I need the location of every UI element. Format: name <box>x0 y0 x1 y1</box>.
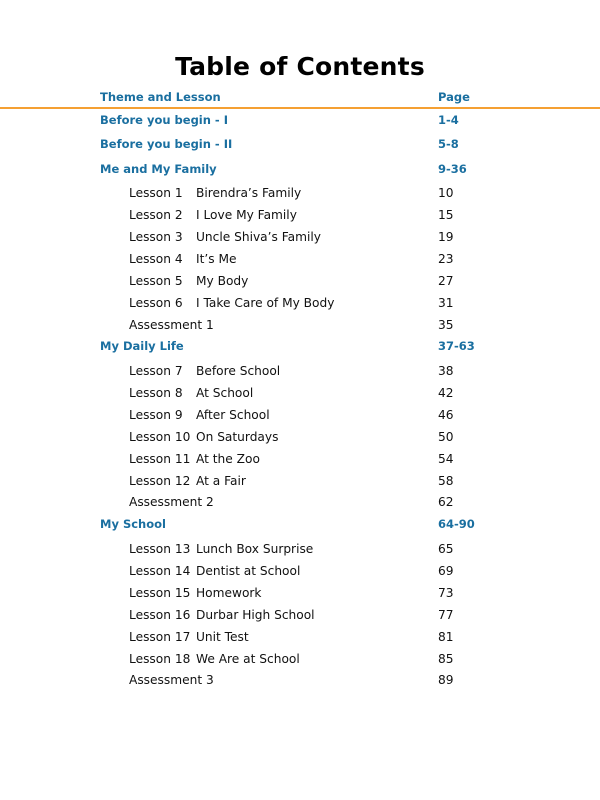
page-number: 46 <box>438 408 454 422</box>
assessment-label: Assessment 1 <box>129 318 214 332</box>
toc-lesson-row <box>0 227 600 247</box>
toc-lesson-row <box>0 205 600 225</box>
lesson-number: Lesson 18 <box>129 652 191 666</box>
lesson-name: On Saturdays <box>196 430 279 444</box>
lesson-name: Lunch Box Surprise <box>196 542 314 556</box>
lesson-number: Lesson 7 <box>129 364 183 378</box>
lesson-name: At School <box>196 386 254 400</box>
section-title: My Daily Life <box>100 339 184 353</box>
page-number: 62 <box>438 495 454 509</box>
lesson-number: Lesson 9 <box>129 408 183 422</box>
toc-lesson-row <box>0 539 600 559</box>
toc-lesson-row <box>0 183 600 203</box>
section-title: My School <box>100 517 166 531</box>
toc-lesson-row <box>0 561 600 581</box>
lesson-number: Lesson 2 <box>129 208 183 222</box>
toc-section-row <box>0 134 600 154</box>
page-number: 27 <box>438 274 454 288</box>
lesson-number: Lesson 17 <box>129 630 191 644</box>
page-number: 54 <box>438 452 454 466</box>
lesson-number: Lesson 13 <box>129 542 191 556</box>
page-number: 50 <box>438 430 454 444</box>
page-number: 58 <box>438 474 454 488</box>
page-number: 64-90 <box>438 517 475 531</box>
page-number: 10 <box>438 186 454 200</box>
header-theme-lesson: Theme and Lesson <box>100 90 221 104</box>
page-number: 19 <box>438 230 454 244</box>
toc-lesson-row <box>0 405 600 425</box>
lesson-name: I Take Care of My Body <box>196 296 335 310</box>
page-title: Table of Contents <box>175 52 425 81</box>
lesson-number: Lesson 8 <box>129 386 183 400</box>
lesson-number: Lesson 15 <box>129 586 191 600</box>
lesson-number: Lesson 4 <box>129 252 183 266</box>
toc-section-row <box>0 336 600 356</box>
lesson-number: Lesson 16 <box>129 608 191 622</box>
toc-lesson-row <box>0 471 600 491</box>
toc-section-row <box>0 514 600 534</box>
toc-lesson-row <box>0 449 600 469</box>
section-title: Before you begin - I <box>100 113 228 127</box>
lesson-number: Lesson 3 <box>129 230 183 244</box>
header-divider <box>0 107 600 109</box>
section-title: Before you begin - II <box>100 137 233 151</box>
toc-lesson-row <box>0 293 600 313</box>
lesson-number: Lesson 5 <box>129 274 183 288</box>
section-title: Me and My Family <box>100 162 217 176</box>
lesson-number: Lesson 11 <box>129 452 191 466</box>
page-number: 65 <box>438 542 454 556</box>
toc-lesson-row <box>0 271 600 291</box>
toc-lesson-row <box>0 649 600 669</box>
lesson-name: Dentist at School <box>196 564 301 578</box>
assessment-label: Assessment 2 <box>129 495 214 509</box>
page-number: 42 <box>438 386 454 400</box>
page-number: 38 <box>438 364 454 378</box>
assessment-label: Assessment 3 <box>129 673 214 687</box>
page-number: 37-63 <box>438 339 475 353</box>
page-number: 9-36 <box>438 162 467 176</box>
lesson-number: Lesson 12 <box>129 474 191 488</box>
lesson-number: Lesson 10 <box>129 430 191 444</box>
toc-lesson-row <box>0 383 600 403</box>
lesson-name: Durbar High School <box>196 608 315 622</box>
page-number: 77 <box>438 608 454 622</box>
lesson-number: Lesson 1 <box>129 186 183 200</box>
toc-lesson-row <box>0 583 600 603</box>
lesson-name: Homework <box>196 586 262 600</box>
header-page: Page <box>438 90 470 104</box>
lesson-number: Lesson 14 <box>129 564 191 578</box>
page-number: 73 <box>438 586 454 600</box>
page-number: 81 <box>438 630 454 644</box>
toc-assessment-row <box>0 670 600 690</box>
page-number: 15 <box>438 208 454 222</box>
page-number: 1-4 <box>438 113 459 127</box>
lesson-name: Uncle Shiva’s Family <box>196 230 321 244</box>
lesson-name: Before School <box>196 364 281 378</box>
toc-lesson-row <box>0 605 600 625</box>
lesson-name: At the Zoo <box>196 452 260 466</box>
toc-lesson-row <box>0 627 600 647</box>
page-number: 23 <box>438 252 454 266</box>
page-number: 89 <box>438 673 454 687</box>
lesson-name: My Body <box>196 274 249 288</box>
lesson-name: At a Fair <box>196 474 246 488</box>
toc-section-row <box>0 110 600 130</box>
toc-lesson-row <box>0 249 600 269</box>
lesson-name: Unit Test <box>196 630 249 644</box>
lesson-number: Lesson 6 <box>129 296 183 310</box>
page-number: 85 <box>438 652 454 666</box>
lesson-name: It’s Me <box>196 252 237 266</box>
toc-lesson-row <box>0 427 600 447</box>
toc-section-row <box>0 159 600 179</box>
lesson-name: I Love My Family <box>196 208 297 222</box>
lesson-name: We Are at School <box>196 652 300 666</box>
page-number: 69 <box>438 564 454 578</box>
lesson-name: Birendra’s Family <box>196 186 302 200</box>
toc-assessment-row <box>0 492 600 512</box>
toc-assessment-row <box>0 315 600 335</box>
page-number: 35 <box>438 318 454 332</box>
lesson-name: After School <box>196 408 270 422</box>
page-number: 5-8 <box>438 137 459 151</box>
toc-lesson-row <box>0 361 600 381</box>
page-number: 31 <box>438 296 454 310</box>
